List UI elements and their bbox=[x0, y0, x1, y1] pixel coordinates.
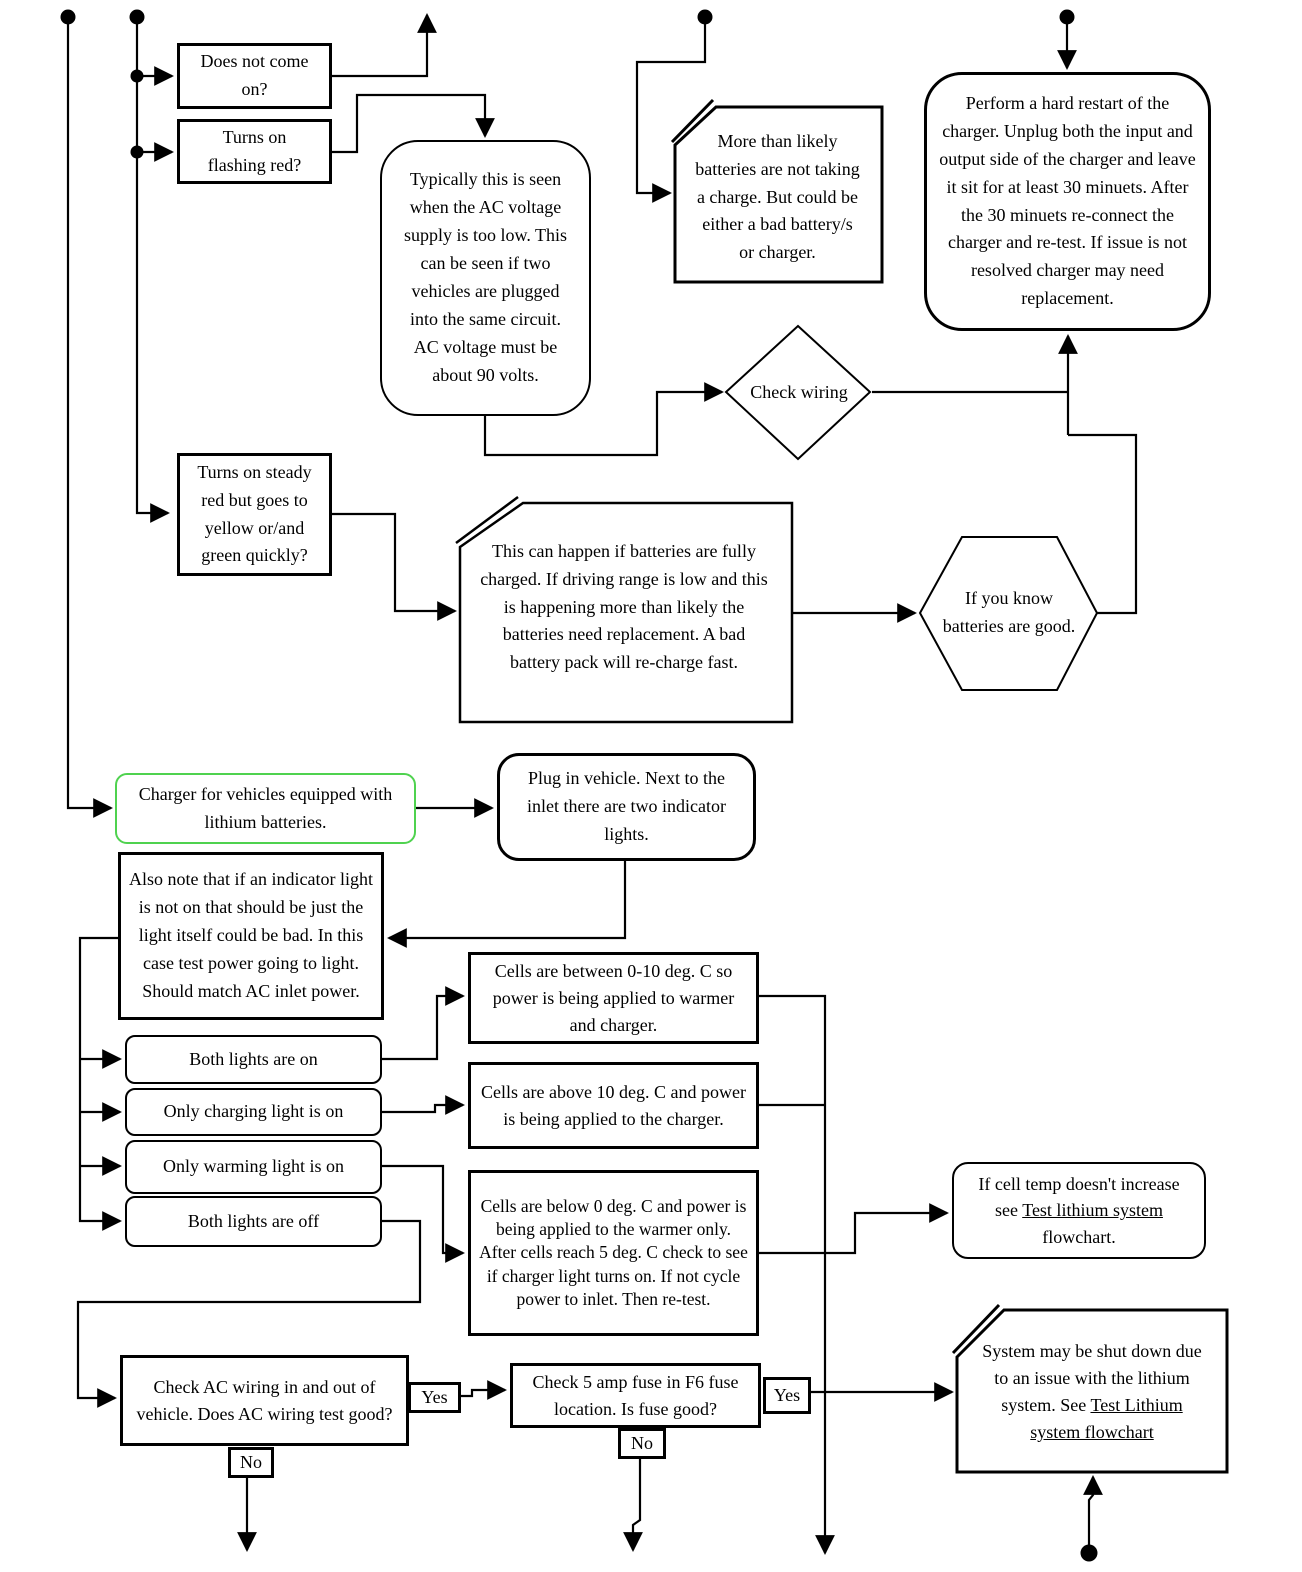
connector-plug-in-to-also-note bbox=[389, 861, 625, 938]
connector-also-note-trunk bbox=[80, 938, 120, 1221]
node-plug-in-vehicle bbox=[497, 753, 756, 861]
node-hard-restart-label: Perform a hard restart of the charger. Unplug both the input and output side of the charger and leave it sit for at least 30 minuets. After the 30 minuets re-connect the charger and re-test. If issue is not resolved charger may need replacement. bbox=[939, 92, 1196, 309]
node-check-ac-wiring-label: Check AC wiring in and out of vehicle. Does AC wiring test good? bbox=[136, 1376, 393, 1424]
ac-yes-text: Yes bbox=[421, 1386, 448, 1407]
node-system-shutdown-label bbox=[976, 1338, 1208, 1446]
node-only-charging-light-label: Only charging light is on bbox=[163, 1101, 344, 1122]
fuse-yes-text: Yes bbox=[773, 1384, 801, 1405]
label-ac-no bbox=[228, 1447, 274, 1478]
label-ac-yes bbox=[408, 1382, 461, 1413]
connector-steady-red-to-note bbox=[332, 514, 455, 611]
node-batteries-good bbox=[933, 555, 1085, 670]
connector-cells-0-10-down bbox=[759, 996, 825, 1553]
node-hard-restart bbox=[924, 72, 1211, 331]
start-terminal-1 bbox=[61, 10, 76, 25]
node-both-lights-off-label: Both lights are off bbox=[187, 1210, 320, 1231]
connector-terminal-up-to-system bbox=[1089, 1477, 1093, 1547]
node-system-shutdown bbox=[968, 1322, 1216, 1462]
node-only-warming-light bbox=[125, 1140, 382, 1194]
node-cells-0-10 bbox=[468, 952, 759, 1044]
junction-dot-1 bbox=[131, 70, 144, 83]
node-does-not-come-on bbox=[177, 43, 332, 109]
node-both-lights-off bbox=[125, 1196, 382, 1247]
node-turns-on-flashing-red bbox=[177, 119, 332, 184]
connector-does-not-come-on-up bbox=[332, 15, 427, 76]
end-terminal bbox=[1081, 1545, 1098, 1562]
cell-temp-text: If cell temp doesn't increase see bbox=[978, 1174, 1180, 1221]
node-does-not-come-on-label: Does not come on? bbox=[200, 51, 309, 99]
node-check-wiring-label: Check wiring bbox=[750, 381, 848, 402]
label-fuse-yes bbox=[763, 1377, 811, 1414]
node-plug-in-vehicle-label: Plug in vehicle. Next to the inlet there are two indicator lights. bbox=[527, 768, 726, 844]
connector-only-charging-to-cells-above-10 bbox=[382, 1105, 463, 1112]
node-turns-on-steady-red bbox=[177, 453, 332, 576]
start-terminal-4 bbox=[1060, 10, 1075, 25]
node-typically-low-voltage bbox=[380, 140, 591, 416]
node-indicator-light-note bbox=[118, 852, 384, 1020]
node-cells-above-10-label: Cells are above 10 deg. C and power is being applied to the charger. bbox=[481, 1081, 746, 1129]
node-lithium-charger bbox=[115, 773, 416, 844]
connector-start1-to-lithium-box bbox=[68, 17, 111, 808]
node-fuse-check bbox=[510, 1363, 761, 1428]
link-test-lithium-system-flowchart[interactable]: Test lithium system bbox=[1022, 1200, 1163, 1221]
node-check-ac-wiring bbox=[120, 1355, 409, 1446]
link-test-lithium-system-flowchart-2[interactable]: Test Lithium system flowchart bbox=[1030, 1395, 1183, 1442]
node-cells-0-10-label: Cells are between 0-10 deg. C so power is being applied to warmer and charger. bbox=[492, 960, 735, 1035]
node-fully-charged-note-label: This can happen if batteries are fully charged. If driving range is low and this is happening more than likely the batteries need replacement. A bad battery pack will re-charge fast. bbox=[480, 540, 768, 673]
label-fuse-no bbox=[618, 1428, 666, 1459]
fuse-no-text: No bbox=[631, 1432, 653, 1453]
node-lithium-charger-label: Charger for vehicles equipped with lithium batteries. bbox=[138, 783, 393, 832]
connector-start2-trunk bbox=[137, 17, 168, 513]
connector-only-warming-to-cells-below-0 bbox=[382, 1166, 463, 1253]
cell-temp-text-suffix: flowchart. bbox=[1042, 1226, 1116, 1247]
node-cells-above-10 bbox=[468, 1062, 759, 1149]
start-terminal-3 bbox=[698, 10, 713, 25]
system-shutdown-text: System may be shut down due to an issue with the lithium system. See bbox=[982, 1341, 1202, 1415]
node-both-lights-on bbox=[125, 1035, 382, 1084]
node-only-warming-light-label: Only warming light is on bbox=[163, 1156, 344, 1177]
node-cells-below-0 bbox=[468, 1170, 759, 1336]
node-both-lights-on-label: Both lights are on bbox=[189, 1048, 318, 1069]
ac-no-text: No bbox=[240, 1451, 262, 1472]
node-check-wiring bbox=[745, 355, 853, 430]
connector-fuse-no-down bbox=[633, 1459, 640, 1550]
node-fully-charged-note bbox=[468, 515, 780, 700]
node-cell-temp bbox=[952, 1162, 1206, 1259]
node-only-charging-light bbox=[125, 1088, 382, 1136]
connector-ac-yes-to-fuse bbox=[461, 1390, 505, 1396]
node-cell-temp-label bbox=[970, 1171, 1188, 1249]
node-batteries-good-label: If you know batteries are good. bbox=[942, 587, 1076, 636]
connector-both-on-to-cells-0-10 bbox=[382, 996, 463, 1059]
node-fuse-check-label: Check 5 amp fuse in F6 fuse location. Is fuse good? bbox=[532, 1372, 739, 1419]
node-turns-on-steady-red-label: Turns on steady red but goes to yellow or/and green quickly? bbox=[197, 461, 312, 566]
junction-dot-2 bbox=[131, 146, 144, 159]
node-turns-on-flashing-red-label: Turns on flashing red? bbox=[207, 126, 302, 175]
node-batteries-not-taking-charge bbox=[685, 120, 870, 275]
node-cells-below-0-label: Cells are below 0 deg. C and power is being applied to the warmer only. After cells reach 5 deg. C check to see if charger light turns on. If not cycle power to inlet. Then re-test. bbox=[479, 1195, 748, 1309]
node-batteries-not-taking-charge-label: More than likely batteries are not taking a charge. But could be either a bad battery/s or charger. bbox=[695, 130, 860, 263]
node-typically-low-voltage-label: Typically this is seen when the AC voltage supply is too low. This can be seen if two vehicles are plugged into the same circuit. AC voltage must be about 90 volts. bbox=[403, 169, 568, 385]
start-terminal-2 bbox=[130, 10, 145, 25]
connector-cells-below-0-to-cell-temp bbox=[759, 1213, 947, 1253]
node-indicator-light-note-label: Also note that if an indicator light is not on that should be just the light itself could be bad. In this case test power going to light. Should match AC inlet power. bbox=[129, 869, 373, 1001]
